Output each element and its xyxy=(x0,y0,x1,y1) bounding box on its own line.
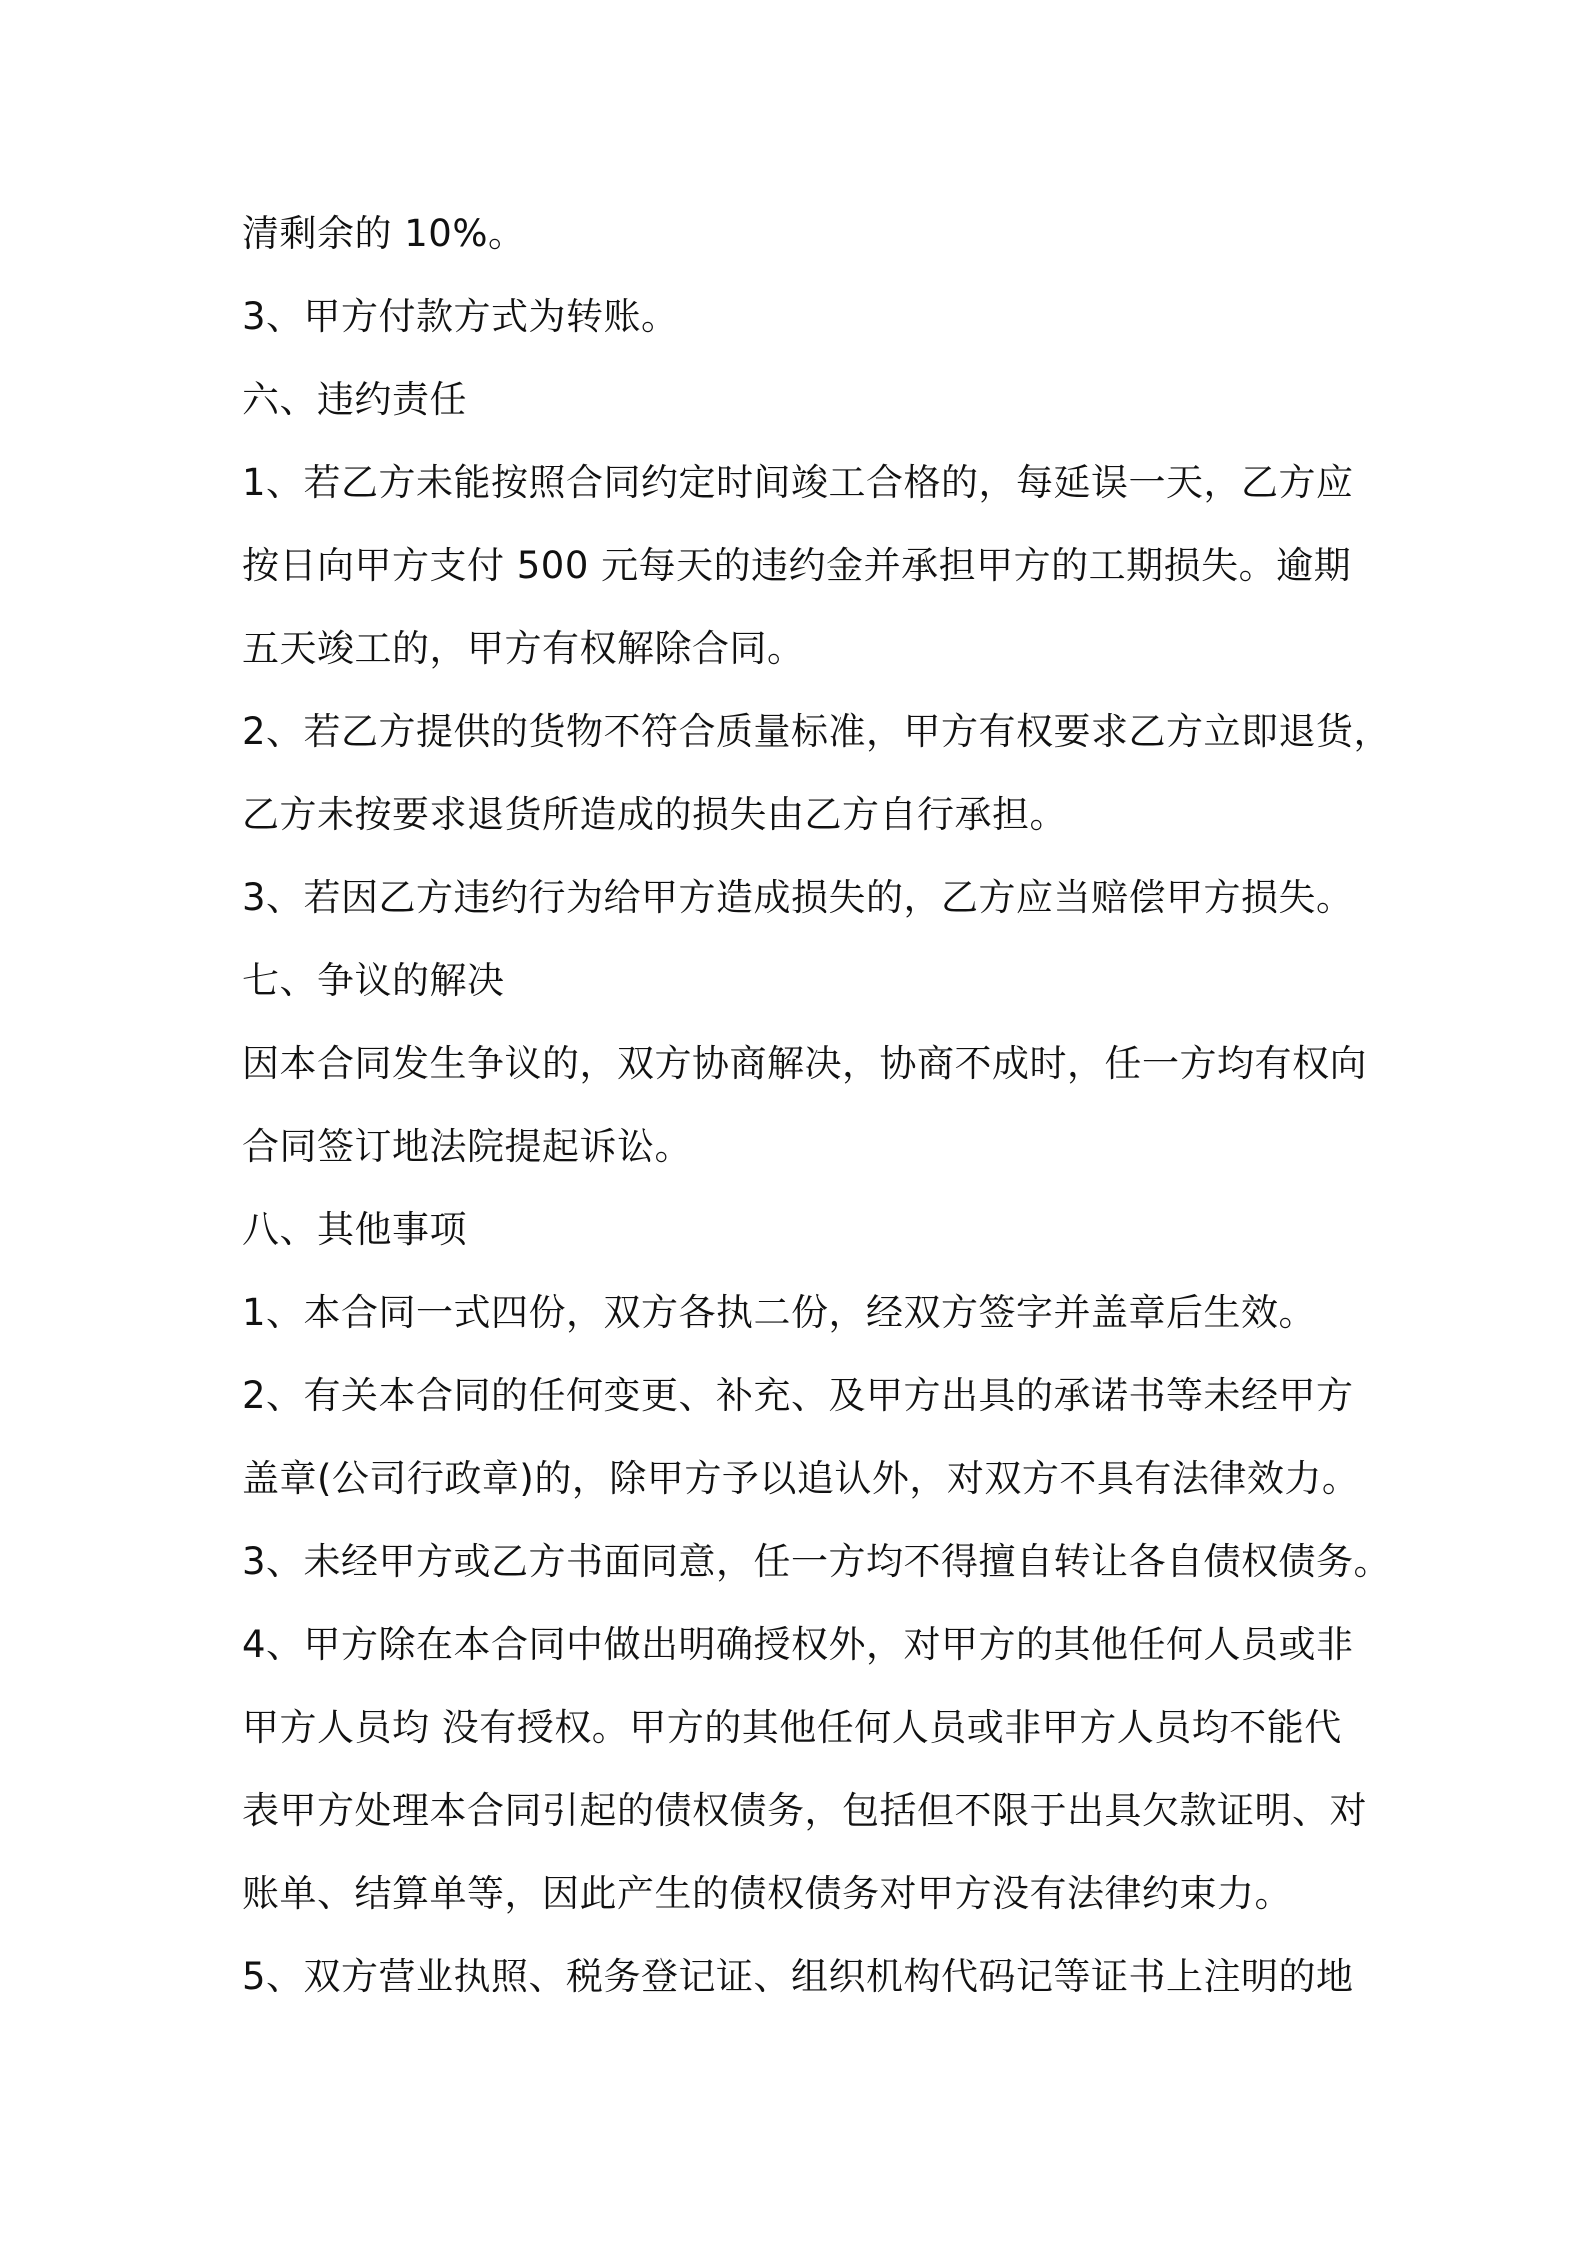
text-line: 2、有关本合同的任何变更、补充、及甲方出具的承诺书等未经甲方 xyxy=(242,1374,1354,1417)
text-line: 1、若乙方未能按照合同约定时间竣工合格的，每延误一天，乙方应 xyxy=(242,461,1354,504)
section-heading-dispute: 七、争议的解决 xyxy=(242,959,505,1002)
text-line: 因本合同发生争议的，双方协商解决，协商不成时，任一方均有权向 xyxy=(242,1042,1367,1085)
text-line: 账单、结算单等，因此产生的债权债务对甲方没有法律约束力。 xyxy=(242,1872,1292,1915)
text-line: 五天竣工的，甲方有权解除合同。 xyxy=(242,627,805,670)
text-line: 清剩余的 10%。 xyxy=(242,212,526,255)
section-heading-breach: 六、违约责任 xyxy=(242,378,467,421)
section-heading-other: 八、其他事项 xyxy=(242,1208,467,1251)
text-line: 甲方人员均 没有授权。甲方的其他任何人员或非甲方人员均不能代 xyxy=(242,1706,1342,1749)
text-line: 3、若因乙方违约行为给甲方造成损失的，乙方应当赔偿甲方损失。 xyxy=(242,876,1354,919)
text-line: 5、双方营业执照、税务登记证、组织机构代码记等证书上注明的地 xyxy=(242,1955,1354,1998)
contract-text xyxy=(242,192,1392,2018)
text-line: 4、甲方除在本合同中做出明确授权外，对甲方的其他任何人员或非 xyxy=(242,1623,1354,1666)
text-line: 合同签订地法院提起诉讼。 xyxy=(242,1125,692,1168)
text-line: 3、未经甲方或乙方书面同意，任一方均不得擅自转让各自债权债务。 xyxy=(242,1540,1392,1583)
text-line: 按日向甲方支付 500 元每天的违约金并承担甲方的工期损失。逾期 xyxy=(242,544,1352,587)
text-line: 1、本合同一式四份，双方各执二份，经双方签字并盖章后生效。 xyxy=(242,1291,1317,1334)
text-line: 表甲方处理本合同引起的债权债务，包括但不限于出具欠款证明、对 xyxy=(242,1789,1367,1832)
text-line: 2、若乙方提供的货物不符合质量标准，甲方有权要求乙方立即退货， xyxy=(242,710,1392,753)
text-line: 3、甲方付款方式为转账。 xyxy=(242,295,679,338)
text-line: 盖章(公司行政章)的，除甲方予以追认外，对双方不具有法律效力。 xyxy=(242,1457,1360,1500)
text-line: 乙方未按要求退货所造成的损失由乙方自行承担。 xyxy=(242,793,1067,836)
